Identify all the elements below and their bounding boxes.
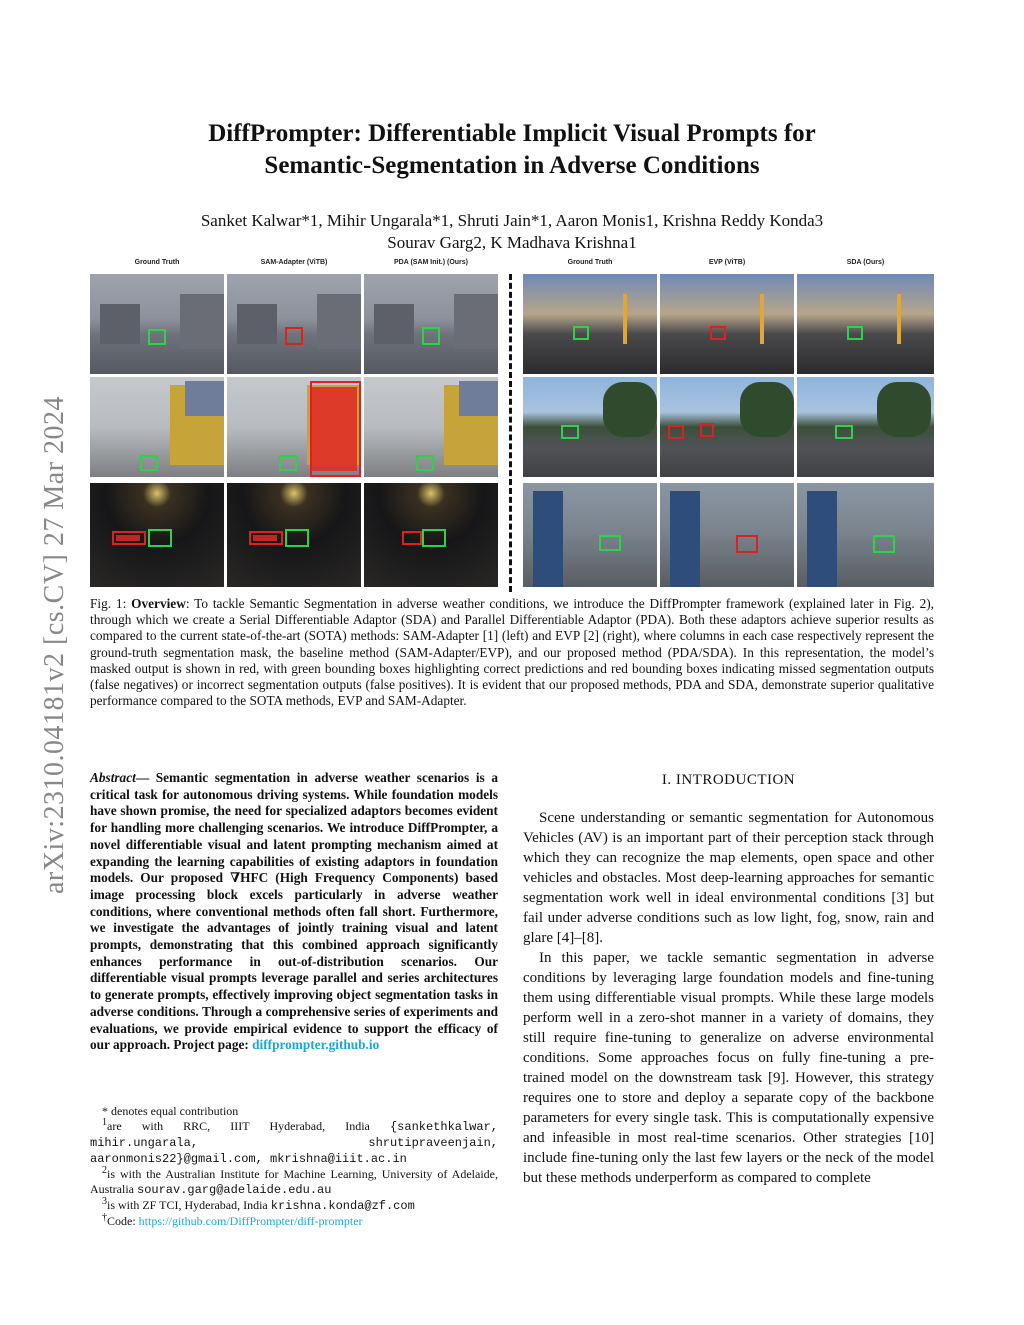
title-line-1: DiffPrompter: Differentiable Implicit Visual Prompts for	[208, 120, 816, 147]
footnote-3-email: krishna.konda@zf.com	[270, 1199, 415, 1213]
tree-road-evp	[660, 377, 794, 477]
authors-line-2: Sourav Garg2, K Madhava Krishna1	[387, 233, 637, 252]
footnote-equal: * denotes equal contribution	[102, 1104, 239, 1118]
footnote-3: $^3$is with ZF TCI, Hyderabad, India krishna.konda@zf.com	[102, 1196, 415, 1213]
header-ground-truth-left: Ground Truth	[134, 259, 180, 266]
dawn-road-evp	[660, 274, 794, 374]
tree-road-sda	[797, 377, 934, 477]
arxiv-id: arXiv:2310.04181v2 [cs.CV] 27 Mar 2024	[39, 395, 70, 895]
intro-heading: I. INTRODUCTION	[661, 772, 796, 788]
intro-paragraph-1: Scene understanding or semantic segmentation for Autonomous Vehicles (AV) is an important part of their perception stack through which they can recognize the map elements, open space and other vehicles and obstacles. Most deep-learning approaches for semantic segmentation work well in ideal environmental conditions [3] but fail under adverse conditions such as low light, fog, snow, rain and glare [4]–[8].	[523, 810, 934, 946]
caption-bold: Overview	[131, 596, 186, 611]
footnote-code-label: Code:	[107, 1214, 139, 1228]
fog-street-ground-truth	[90, 377, 224, 477]
night-street-pda	[364, 483, 498, 587]
intro-paragraph-2: In this paper, we tackle semantic segmentation in adverse conditions by leveraging large foundation models and fine-tuning them using differentiable visual prompts. While these large models perform well in a zero-shot manner in a variety of domains, they still require fine-tuning to generalize on adverse environmental conditions. Some approaches focus on fully fine-tuning a pre-trained model on the downstream task [9]. However, this strategy requires one to store and deploy a separate copy of the backbone parameters for every single task. This is computationally expensive and infeasible in most real-time scenarios. Other strategies [10] include fine-tuning only the last few layers or the neck of the model but these methods underperform as compared to complete	[523, 950, 934, 1186]
figure-caption	[90, 596, 934, 709]
footnote-2: $^2$is with the Australian Institute for Machine Learning, University of Adelaide, Australia sourav.garg@adelaide.edu.au	[90, 1165, 498, 1197]
header-sam-adapter: SAM-Adapter (ViTB)	[260, 259, 328, 266]
caption-text: : To tackle Semantic Segmentation in adverse weather conditions, we introduce the DiffPrompter framework (explained later in Fig. 2), through which we create a Serial Differentiable Adaptor (SDA) and Parallel Differentiable Adaptor (PDA). Both these adaptors achieve superior results as compared to the current state-of-the-art (SOTA) methods: SAM-Adapter [1] (left) and EVP [2] (right), where columns in each case respectively represent the ground-truth segmentation mask, the baseline method (SAM-Adapter/EVP), and our proposed method (PDA/SDA). In this representation, the model’s masked output is shown in red, with green bounding boxes highlighting correct predictions and red bounding boxes indicating missed segmentation outputs (false negatives) or incorrect segmentation outputs (false positives). It is evident that our proposed methods, PDA and SDA, demonstrate superior qualitative performance compared to the SOTA methods, EVP and SAM-Adapter.	[90, 596, 935, 709]
project-page-link[interactable]: diffprompter.github.io	[252, 1037, 380, 1053]
abstract	[90, 770, 498, 1054]
header-ground-truth-right: Ground Truth	[567, 259, 613, 266]
intro-body	[523, 808, 934, 1188]
fog-street-sam-adapter	[227, 377, 361, 477]
author-list	[90, 210, 934, 254]
footnote-1-text: are with RRC, IIIT Hyderabad, India	[107, 1119, 390, 1133]
dawn-road-sda	[797, 274, 934, 374]
footnote-code: †Code: https://github.com/DiffPrompter/diff-prompter	[102, 1212, 363, 1228]
night-street-sam-adapter	[227, 483, 361, 587]
footnote-1-emails: {sankethkalwar, mihir.ungarala, shrutipraveenjain, aaronmonis22}@gmail.com, mkrishna@iiit.ac.in	[90, 1120, 498, 1166]
paper-title	[90, 118, 934, 182]
footnote-2-email: sourav.garg@adelaide.edu.au	[137, 1183, 332, 1197]
dawn-road-ground-truth	[523, 274, 657, 374]
header-evp: EVP (ViTB)	[708, 259, 746, 266]
figure-1	[90, 257, 934, 592]
footnote-2-text: is with the Australian Institute for Machine Learning, University of Adelaide, Australia	[90, 1167, 498, 1196]
abstract-label: Abstract	[90, 770, 136, 785]
title-line-2: Semantic-Segmentation in Adverse Conditions	[264, 152, 760, 179]
fog-street-pda	[364, 377, 498, 477]
abstract-text: — Semantic segmentation in adverse weather scenarios is a critical task for autonomous driving systems. While foundation models have shown promise, the need for specialized adaptors becomes evident for handling more challenging scenarios. We introduce DiffPrompter, a novel differentiable visual and latent prompting mechanism aimed at expanding the learning capabilities of existing adaptors in foundation models. Our proposed ∇HFC (High Frequency Components) based image processing block excels particularly in adverse weather conditions, where conventional methods often fall short. Furthermore, we investigate the advantages of jointly training visual and latent prompts, demonstrating that this combined approach significantly enhances performance in out-of-distribution scenarios. Our differentiable visual prompts leverage parallel and series architectures to generate prompts, effectively improving object segmentation tasks in adverse conditions. Through a comprehensive series of experiments and evaluations, we provide empirical evidence to support the efficacy of our approach. Project page:	[90, 770, 498, 1053]
tram-stop-evp	[660, 483, 794, 587]
figure-divider	[509, 274, 512, 592]
header-sda: SDA (Ours)	[846, 259, 885, 266]
tree-road-ground-truth	[523, 377, 657, 477]
night-street-ground-truth	[90, 483, 224, 587]
code-link[interactable]: https://github.com/DiffPrompter/diff-prompter	[138, 1214, 363, 1228]
snow-street-sam-adapter	[227, 274, 361, 374]
tram-stop-ground-truth	[523, 483, 657, 587]
caption-label: Fig. 1:	[90, 596, 127, 611]
tram-stop-sda	[797, 483, 934, 587]
footnotes	[90, 1104, 498, 1229]
arxiv-stamp	[30, 345, 80, 945]
footnote-3-text: is with ZF TCI, Hyderabad, India	[107, 1198, 271, 1212]
snow-street-ground-truth	[90, 274, 224, 374]
authors-line-1: Sanket Kalwar*1, Mihir Ungarala*1, Shruti Jain*1, Aaron Monis1, Krishna Reddy Konda3	[200, 211, 824, 230]
snow-street-pda	[364, 274, 498, 374]
footnote-1: $^1$are with RRC, IIIT Hyderabad, India {sankethkalwar, mihir.ungarala, shrutipraveenjain, aaronmonis22}@gmail.com, mkrishna@iiit.ac.in	[90, 1117, 498, 1166]
header-pda: PDA (SAM Init.) (Ours)	[393, 259, 468, 266]
